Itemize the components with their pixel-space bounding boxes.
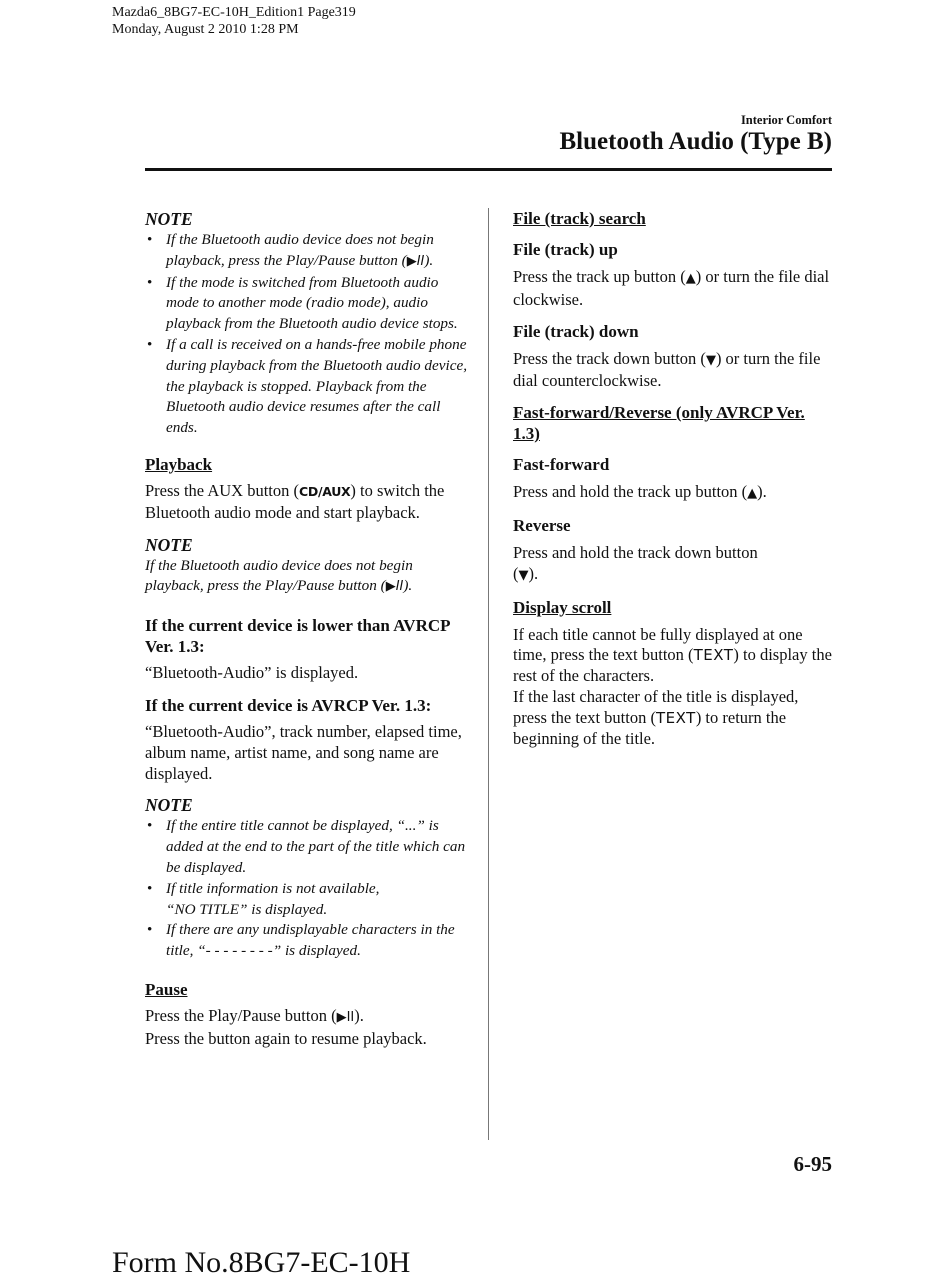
lower-avrcp-heading: If the current device is lower than AVRCP Ver. 1.3:: [145, 616, 450, 657]
note-item: • If the mode is switched from Bluetooth audio mode to another mode (radio mode), audio playback from the Bluetooth audio device stops.: [145, 273, 470, 335]
meta-file-line: Mazda6_8BG7-EC-10H_Edition1 Page319: [112, 5, 356, 20]
note-text: ).: [424, 251, 434, 269]
body-text: Press the AUX button (: [145, 480, 299, 500]
avrcp13-heading: If the current device is AVRCP Ver. 1.3:: [145, 695, 432, 715]
body-text: Press the track down button (: [513, 348, 706, 368]
note-text-part: ).: [403, 577, 413, 595]
play-pause-icon: ▶II: [336, 1009, 355, 1025]
triangle-up-icon: ▲: [747, 486, 758, 502]
body-text: ).: [757, 482, 767, 502]
body-text: ).: [354, 1005, 364, 1025]
triangle-up-icon: ▲: [685, 271, 696, 286]
note-heading: NOTE: [145, 534, 193, 555]
pause-section: [145, 979, 470, 1050]
cd-aux-icon: CD/AUX: [299, 483, 351, 499]
note-block-2: [145, 534, 470, 599]
note-heading: NOTE: [145, 209, 193, 229]
note-text: [145, 556, 470, 599]
body-text: ) to return the beginning of the title.: [513, 707, 787, 748]
note-text-part: If the Bluetooth audio device does not begin playback, press the Play/Pause button (: [145, 556, 413, 595]
track-down-section: [513, 321, 833, 393]
left-column: [145, 208, 470, 1050]
scroll-heading: Display scroll: [513, 597, 612, 617]
note-text: “NO TITLE” is displayed.: [166, 900, 328, 918]
playback-heading: Playback: [145, 454, 213, 474]
rev-heading: Reverse: [513, 515, 571, 535]
scroll-section: [513, 597, 833, 750]
text-button-icon: TEXT: [655, 708, 696, 727]
body-text: ) to display the rest of the characters.: [513, 645, 832, 686]
avrcp13-section: [145, 695, 470, 784]
pause-heading: Pause: [145, 979, 188, 999]
body-text: Press the track up button (: [513, 267, 686, 286]
body-text: ) or turn the file dial counterclockwise.: [513, 348, 821, 391]
playback-section: [145, 454, 470, 524]
form-number: Form No.8BG7-EC-10H: [112, 1246, 411, 1279]
lower-avrcp-section: [145, 615, 470, 684]
triangle-down-icon: ▼: [518, 567, 529, 583]
ff-section: [513, 454, 833, 505]
meta-date-line: Monday, August 2 2010 1:28 PM: [112, 22, 299, 37]
text-button-icon: TEXT: [693, 646, 734, 665]
note-item: [145, 230, 470, 273]
body-text: ) or turn the file dial clockwise.: [513, 267, 830, 309]
note-text: If the Bluetooth audio device does not begin playback, press the Play/Pause button (: [166, 231, 434, 269]
note-item: • If there are any undisplayable characters in the title, “- - - - - - - -” is displayed.: [145, 920, 470, 962]
note-block-3: [145, 794, 470, 962]
body-text: Press and hold the track up button (: [513, 482, 748, 502]
rev-section: [513, 515, 833, 587]
pause-text-1: [145, 1006, 470, 1029]
lower-avrcp-text: “Bluetooth-Audio” is displayed.: [145, 663, 359, 683]
page-number: 6-95: [793, 1152, 832, 1176]
body-text: Press the Play/Pause button (: [145, 1005, 337, 1025]
ff-text: [513, 482, 833, 505]
track-up-text: [513, 267, 833, 311]
playback-text: [145, 481, 470, 524]
column-divider: [488, 208, 489, 1140]
page-title: Bluetooth Audio (Type B): [559, 128, 832, 155]
body-text: Press and hold the track down button: [513, 542, 758, 562]
note-list: [145, 230, 470, 439]
note-block-1: [145, 208, 470, 439]
note-item: • If a call is received on a hands-free mobile phone during playback from the Bluetooth audio device, the playback is stopped. Playback from the Bluetooth audio device resumes after the call ends.: [145, 335, 470, 439]
note-item: [145, 879, 470, 921]
note-heading: NOTE: [145, 795, 193, 816]
ffrev-section: [513, 402, 833, 444]
track-up-heading: File (track) up: [513, 240, 618, 259]
body-text: ) to switch the Bluetooth audio mode and start playback.: [145, 480, 445, 522]
ffrev-heading: Fast-forward/Reverse (only AVRCP Ver. 1.3): [513, 403, 805, 444]
note-text: If title information is not available,: [166, 879, 380, 897]
pause-text-2: Press the button again to resume playback.: [145, 1028, 427, 1048]
section-label: Interior Comfort: [740, 113, 832, 127]
track-down-heading: File (track) down: [513, 321, 639, 341]
body-text: ).: [528, 563, 539, 583]
track-down-text: [513, 349, 833, 393]
scroll-text-1: [513, 625, 833, 687]
play-pause-icon: ▶II: [406, 253, 425, 269]
print-metadata: [112, 4, 356, 38]
triangle-down-icon: ▼: [705, 352, 716, 368]
body-text: If each title cannot be fully displayed at one time, press the text button (: [513, 624, 803, 665]
ff-heading: Fast-forward: [513, 455, 610, 475]
note-item: • If the entire title cannot be displayed, “...” is added at the end to the part of the title which can be displayed.: [145, 816, 470, 878]
play-pause-icon: ▶II: [385, 579, 404, 595]
note-list: [145, 816, 470, 962]
body-text: If the last character of the title is displayed, press the text button (: [513, 686, 799, 727]
track-up-section: [513, 239, 833, 311]
avrcp13-text: “Bluetooth-Audio”, track number, elapsed time, album name, artist name, and song name are displayed.: [145, 721, 462, 783]
scroll-text-2: [513, 687, 833, 749]
file-search-heading: File (track) search: [513, 209, 646, 228]
title-rule: [145, 168, 832, 171]
right-column: [513, 208, 833, 749]
rev-text: Press and hold the track down button (▼).: [513, 542, 758, 583]
